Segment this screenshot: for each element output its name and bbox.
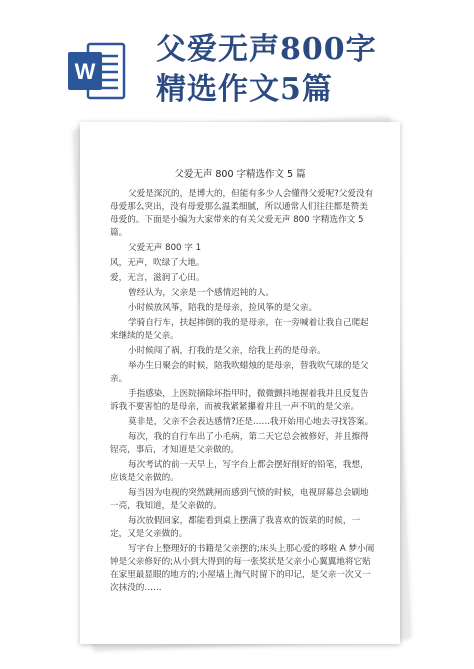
paragraph: 小时候闯了祸，打我的是父亲，给我上药的是母亲。 [128, 346, 326, 356]
banner-title-line2: 精选作文5篇 [156, 72, 333, 107]
paragraph: 学骑自行车，扶起摔倒的我的是母亲，在一旁喊着让我自己爬起来继续的是父亲。 [110, 318, 369, 341]
word-icon-letter: W [74, 59, 96, 84]
document-body [110, 188, 376, 597]
paragraph: 举办生日聚会的时候，陪我吹蜡烛的是母亲，替我吹气球的是父亲。 [110, 361, 369, 384]
paragraph: 每次放假回家，都能看到桌上摆满了我喜欢的饭菜的时候，一定，又是父亲做的。 [110, 516, 361, 539]
paragraph-intro: 父爱是深沉的，是博大的，但能有多少人会懂得父爱呢?父爱没有母爱那么突出，没有母爱那么温柔细腻，所以通常人们往往都是赞美母爱的。下面是小编为大家带来的有关父爱无声 800 字精选作文 5 篇。 [110, 189, 374, 238]
paragraph: 风，无声，吹绿了大地。 [110, 258, 205, 268]
paragraph: 写字台上整理好的书籍是父亲摆的;床头上那心爱的哆啦 A 梦小闹钟是父亲修好的;从小到大得到的每一张奖状是父亲小心翼翼地将它贴在家里最显眼的地方的;小屋墙上淘气时留下的印记，是父亲一次又一次抹没的…… [110, 544, 375, 593]
document-page [80, 122, 400, 644]
paragraph: 每次，我的自行车出了小毛病，第二天它总会被修好，并且擦得锃亮，事后，才知道是父亲做的。 [110, 432, 369, 455]
paragraph-heading: 父爱无声 800 字 1 [128, 243, 202, 253]
document-title: 父爱无声 800 字精选作文 5 篇 [174, 169, 306, 180]
paragraph: 每次考试的前一天早上，写字台上都会摆好削好的铅笔，我想，应该是父亲做的。 [110, 460, 369, 483]
paragraph: 小时候放风筝，陪我的是母亲，捡风筝的是父亲。 [128, 303, 318, 313]
header-banner [0, 0, 474, 130]
paragraph: 每当因为电视的突然跳闸而感到气愤的时候，电视屏幕总会刷地一亮，我知道，是父亲做的。 [110, 488, 369, 511]
paragraph: 莫非是，父亲不会表达感情?还是……我开始用心地去寻找答案。 [128, 417, 374, 427]
banner-title [156, 30, 377, 110]
banner-title-line1: 父爱无声800字 [156, 32, 377, 67]
paragraph: 手指感染，上医院摘除坏指甲时，微微颤抖地握着我并且反复告诉我不要害怕的是母亲，而被我紧紧攥着并且一声不吭的是父亲。 [110, 389, 369, 412]
paragraph: 爱，无言，滋润了心田。 [110, 273, 205, 283]
word-document-icon [66, 40, 128, 102]
paragraph: 曾经认为，父亲是一个感情迟钝的人。 [128, 288, 275, 298]
